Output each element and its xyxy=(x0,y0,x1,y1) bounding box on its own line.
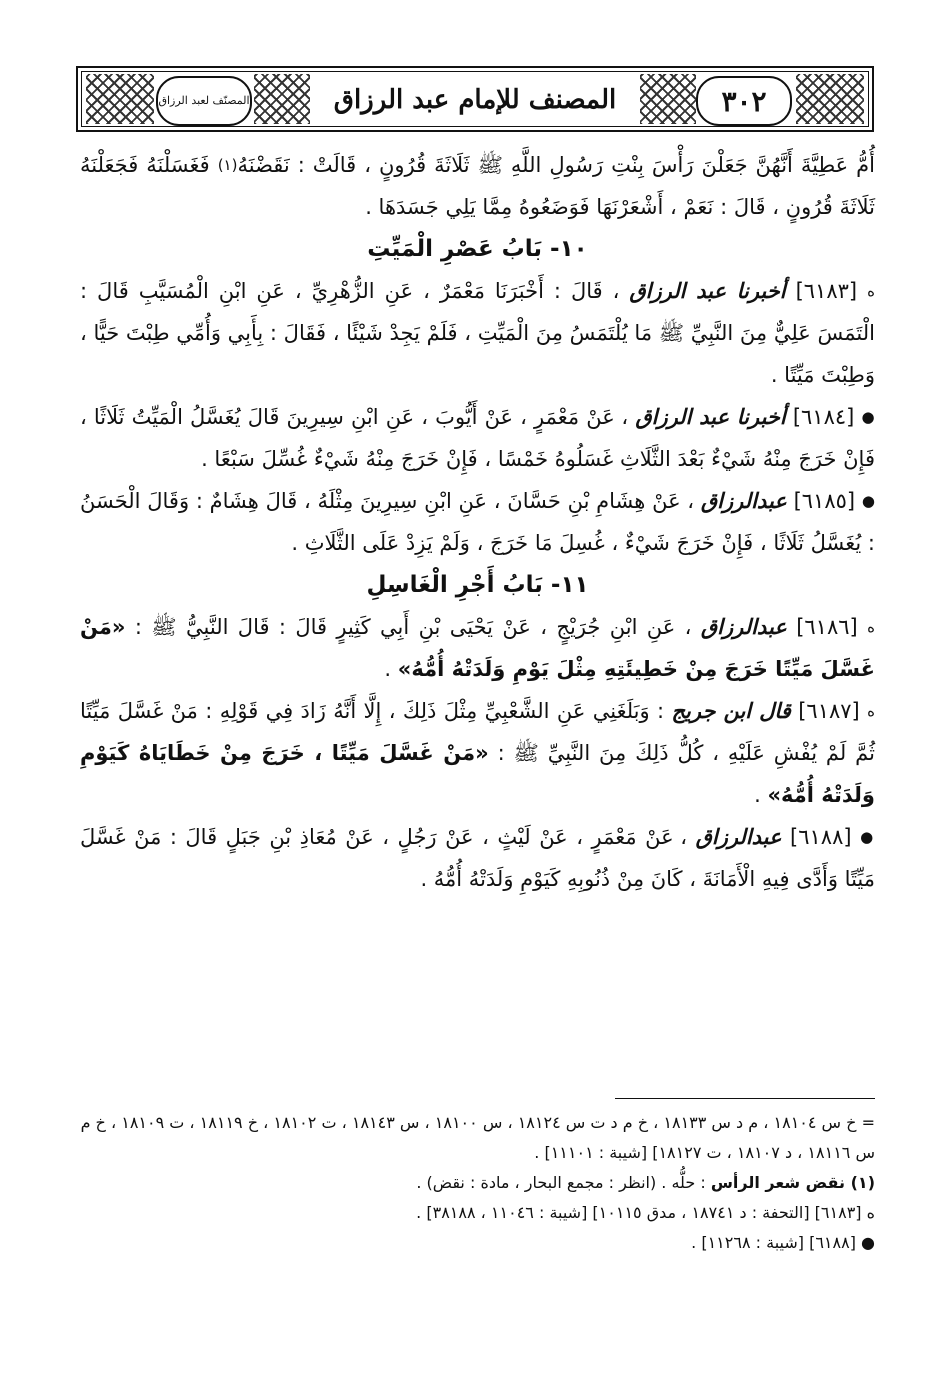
hadith-number: [٦١٨٤] xyxy=(792,405,855,429)
hadith-source: عبدالرزاق xyxy=(700,615,787,639)
bullet-marker-icon: ● xyxy=(860,828,875,846)
hadith-6184 xyxy=(80,396,875,480)
hadith-text: : وَبَلَغَنِي عَنِ الشَّعْبِيِّ مِثْلَ ذَلِكَ ، إِلَّا أَنَّهُ زَادَ فِي قَوْلِهِ : مَنْ غَسَّلَ مَيِّتًا ثُمَّ لَمْ يُفْشِ عَلَيْهِ ، كُلُّ ذَلِكَ مِنَ النَّبِيِّ ﷺ : xyxy=(80,699,875,765)
hadith-number: [٦١٨٧] xyxy=(798,699,860,723)
main-text xyxy=(80,144,875,900)
hadith-text: ، عَنْ هِشَامِ بْنِ حَسَّانَ ، عَنِ ابْنِ سِيرِينَ مِثْلَهُ ، قَالَ هِشَامٌ : وَقَالَ الْحَسَنُ : يُغَسَّلُ ثَلَاثًا ، فَإِنْ خَرَجَ شَيْءٌ ، غُسِلَ مَا خَرَجَ ، وَلَمْ يَزِدْ عَلَى الثَّلَاثِ . xyxy=(80,489,875,555)
seal-text: المصنّف لعبد الرزاق xyxy=(158,94,250,107)
hadith-text: ، عَنْ مَعْمَرٍ ، عَنْ لَيْثٍ ، عَنْ رَجُلٍ ، عَنْ مُعَاذِ بْنِ جَبَلٍ قَالَ : مَنْ غَسَّلَ مَيِّتًا وَأَدَّى فِيهِ الْأَمَانَةَ ، كَانَ مِنْ ذُنُوبِهِ كَيَوْمِ وَلَدَتْهُ أُمُّهُ . xyxy=(80,825,875,891)
hadith-text: ، قَالَ : أَخْبَرَنَا مَعْمَرٌ ، عَنِ الزُّهْرِيِّ ، عَنِ ابْنِ الْمُسَيَّبِ قَالَ : الْتَمَسَ عَلِيٌّ مِنَ النَّبِيِّ ﷺ مَا يُلْتَمَسُ مِنَ الْمَيِّتِ ، فَلَمْ يَجِدْ شَيْئًا ، فَقَالَ : بِأَبِي وَأُمِّي طِبْتَ حَيًّا ، وَطِبْتَ مَيِّتًا . xyxy=(80,279,875,387)
hadith-text: ، عَنْ مَعْمَرٍ ، عَنْ أَيُّوبَ ، عَنِ ابْنِ سِيرِينَ قَالَ يُغَسَّلُ الْمَيِّتُ ثَلَاثًا ، فَإِنْ خَرَجَ مِنْهُ شَيْءٌ بَعْدَ الثَّلَاثِ غَسَلُوهُ خَمْسًا ، فَإِنْ خَرَجَ مِنْهُ شَيْءٌ غُسِّلَ سَبْعًا . xyxy=(80,405,875,471)
footnote-6183: ه [٦١٨٣] [التحفة : د ١٨٧٤١ ، مدق ١٠١١٥] [شيبة : ١١٠٤٦ ، ٣٨١٨٨] . xyxy=(416,1203,875,1222)
running-header xyxy=(76,66,874,132)
hadith-source: عبدالرزاق xyxy=(700,489,787,513)
footnote-1-label: (١) نقض شعر الرأس xyxy=(710,1173,875,1192)
footnote-1 xyxy=(80,1168,875,1198)
hadith-number: [٦١٨٨] xyxy=(790,825,852,849)
hadith-6188 xyxy=(80,816,875,900)
hadith-number: [٦١٨٥] xyxy=(793,489,856,513)
bullet-marker-icon: ● xyxy=(861,408,875,426)
footnote-ref-1: (١) xyxy=(217,156,238,174)
header-ornament-left xyxy=(86,74,154,124)
hadith-6183 xyxy=(80,270,875,396)
hadith-text: ، عَنِ ابْنِ جُرَيْجٍ ، عَنْ يَحْيَى بْنِ أَبِي كَثِيرٍ قَالَ : قَالَ النَّبِيُّ ﷺ : xyxy=(134,615,692,639)
hadith-6187 xyxy=(80,690,875,816)
footnote-divider xyxy=(615,1098,875,1099)
circle-marker-icon: ه xyxy=(867,702,875,720)
footnote-1-text: : حلُّه . (انظر : مجمع البحار ، مادة : نقض) . xyxy=(416,1173,706,1192)
hadith-number: [٦١٨٣] xyxy=(795,279,858,303)
page-number: ٣٠٢ xyxy=(696,76,792,126)
header-ornament-left-inner xyxy=(254,74,310,124)
bullet-marker-icon: ● xyxy=(861,492,875,510)
hadith-6186 xyxy=(80,606,875,690)
chapter-heading-10: ١٠- بَابُ عَصْرِ الْمَيِّتِ xyxy=(367,236,588,262)
hadith-6185 xyxy=(80,480,875,564)
hadith-number: [٦١٨٦] xyxy=(796,615,858,639)
footnote-takhrij: = خ س ١٨١٠٤ ، م د س ١٨١٣٣ ، خ م د ت س ١٨١٢٤ ، س ١٨١٠٠ ، س ١٨١٤٣ ، ت ١٨١٠٢ ، خ ١٨١١٩ ، ت ١٨١٠٩ ، خ م س ١٨١١٦ ، د ١٨١٠٧ ، ت ١٨١٢٧] [شيبة : ١١١٠١] . xyxy=(80,1113,875,1162)
footnote-6188: ● [٦١٨٨] [شيبة : ١١٢٦٨] . xyxy=(691,1233,875,1252)
intro-text-cont: فَغَسَلْنَهُ فَجَعَلْنَهُ ثَلَاثَةَ قُرُونٍ ، قَالَ : نَعَمْ ، أَشْعَرْنَهَا فَوَضَعُوهُ مِمَّا يَلِي جَسَدَهَا . xyxy=(80,153,875,219)
hadith-source: أخبرنا عبد الرزاق xyxy=(635,405,786,429)
intro-paragraph xyxy=(80,144,875,228)
prophetic-quote: «مَنْ غَسَّلَ مَيِّتًا خَرَجَ مِنْ خَطِيئَتِهِ مِثْلَ يَوْمِ وَلَدَتْهُ أُمُّهُ» xyxy=(80,615,875,681)
footnotes xyxy=(80,1108,875,1258)
hadith-source: قال ابن جريج xyxy=(671,699,791,723)
hadith-end: . xyxy=(384,657,398,681)
header-ornament-right xyxy=(796,74,864,124)
chapter-heading-11: ١١- بَابُ أَجْرِ الْغَاسِلِ xyxy=(366,572,589,598)
hadith-source: عبدالرزاق xyxy=(695,825,782,849)
book-seal-logo xyxy=(156,76,252,126)
header-ornament-right-inner xyxy=(640,74,696,124)
intro-text: أُمُّ عَطِيَّةَ أَنَّهُنَّ جَعَلْنَ رَأْسَ بِنْتِ رَسُولِ اللَّهِ ﷺ ثَلَاثَةَ قُرُونٍ ، قَالَتْ : نَقَضْنَهُ xyxy=(237,153,876,177)
circle-marker-icon: ه xyxy=(867,282,875,300)
hadith-source: أخبرنا عبد الرزاق xyxy=(629,279,786,303)
circle-marker-icon: ه xyxy=(867,618,875,636)
running-title: المصنف للإمام عبد الرزاق xyxy=(333,85,617,115)
hadith-end: . xyxy=(754,783,768,807)
prophetic-quote: «مَنْ غَسَّلَ مَيِّتًا ، خَرَجَ مِنْ خَطَايَاهُ كَيَوْمِ وَلَدَتْهُ أُمُّهُ» xyxy=(80,741,875,807)
